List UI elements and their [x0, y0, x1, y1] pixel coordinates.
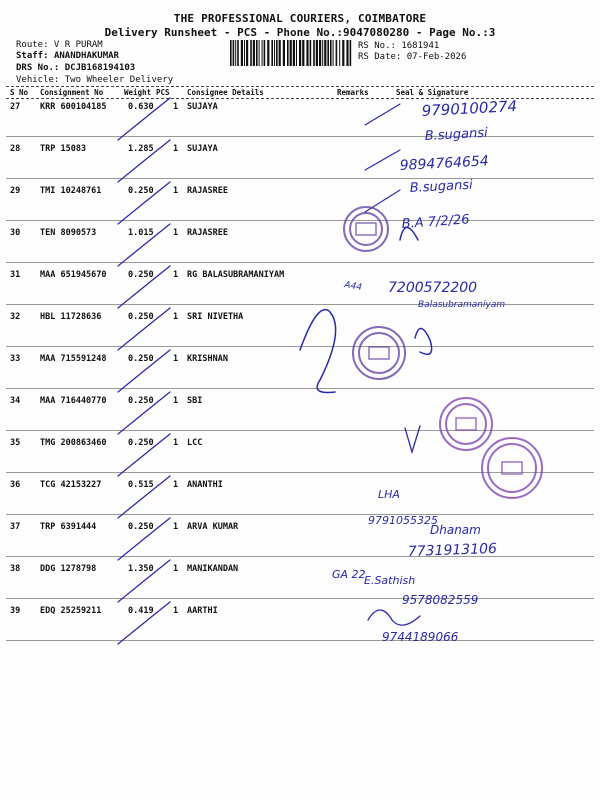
row-consignee: ANANTHI	[187, 480, 223, 490]
row-sno: 36	[10, 480, 21, 490]
row-sno: 35	[10, 438, 21, 448]
barcode-bar	[244, 40, 245, 66]
row-pcs: 1	[173, 354, 179, 364]
row-separator	[6, 430, 594, 431]
barcode-bar	[327, 40, 329, 66]
row-weight: 0.250	[128, 522, 154, 532]
row-consignment-no: TMI 10248761	[40, 186, 102, 196]
runsheet-subtitle: Delivery Runsheet - PCS - Phone No.:9047080280 - Page No.:3	[104, 26, 496, 39]
row-separator	[6, 514, 594, 515]
row-consignee: SUJAYA	[187, 144, 218, 154]
row-sno: 27	[10, 102, 21, 112]
row-consignment-no: TMG 200863460	[40, 438, 107, 448]
row-sno: 29	[10, 186, 21, 196]
barcode-bar	[259, 40, 260, 66]
handwritten-phone: 9744189066	[382, 630, 459, 644]
header-rule-top	[6, 86, 594, 87]
barcode-bar	[316, 40, 318, 66]
row-consignment-no: TEN 8090573	[40, 228, 97, 238]
barcode-bar	[262, 40, 263, 66]
row-separator	[6, 346, 594, 347]
barcode-bar	[267, 40, 269, 66]
row-sno: 38	[10, 564, 21, 574]
handwritten-note: A44	[343, 280, 363, 294]
row-separator	[6, 556, 594, 557]
table-row	[0, 438, 600, 480]
col-consignee: Consignee Details	[187, 88, 264, 97]
barcode-bar	[287, 40, 289, 66]
barcode-bar	[319, 40, 321, 66]
row-sno: 34	[10, 396, 21, 406]
staff-name: ANANDHAKUMAR	[53, 51, 119, 61]
barcode-bar	[274, 40, 275, 66]
row-pcs: 1	[173, 438, 179, 448]
table-row	[0, 564, 600, 606]
barcode-bar	[342, 40, 344, 66]
barcode	[229, 40, 355, 66]
vehicle-type: Vehicle: Two Wheeler Delivery	[16, 75, 174, 85]
route-label: Route: V R PURAM	[16, 40, 103, 50]
table-row	[0, 270, 600, 312]
barcode-bar	[339, 40, 340, 66]
handwritten-note: GA 22	[332, 568, 366, 581]
handwritten-phone: 9578082559	[402, 593, 479, 607]
rs-date: RS Date: 07-Feb-2026	[358, 52, 467, 62]
table-row	[0, 102, 600, 144]
barcode-bar	[233, 40, 235, 66]
barcode-bar	[313, 40, 315, 66]
handwritten-phone: 9790100274	[421, 97, 518, 120]
row-separator	[6, 304, 594, 305]
row-consignee: AARTHI	[187, 606, 218, 616]
row-weight: 0.250	[128, 354, 154, 364]
row-consignee: MANIKANDAN	[187, 564, 239, 574]
barcode-bar	[279, 40, 281, 66]
row-consignment-no: MAA 716440770	[40, 396, 107, 406]
row-sno: 31	[10, 270, 21, 280]
row-consignment-no: TCG 42153227	[40, 480, 102, 490]
barcode-bar	[293, 40, 295, 66]
barcode-bar	[264, 40, 266, 66]
barcode-bar	[290, 40, 292, 66]
barcode-bar	[333, 40, 334, 66]
row-pcs: 1	[173, 102, 179, 112]
row-consignment-no: KRR 600104185	[40, 102, 107, 112]
row-pcs: 1	[173, 480, 179, 490]
barcode-bar	[306, 40, 308, 66]
staff-label: Staff:	[16, 51, 54, 61]
row-weight: 0.515	[128, 480, 154, 490]
table-row	[0, 186, 600, 228]
row-weight: 0.250	[128, 396, 154, 406]
col-seal: Seal & Signature	[396, 88, 469, 97]
row-consignee: ARVA KUMAR	[187, 522, 239, 532]
barcode-bar	[324, 40, 326, 66]
row-separator	[6, 262, 594, 263]
barcode-bar	[336, 40, 338, 66]
barcode-bar	[310, 40, 312, 66]
row-consignment-no: TRP 15083	[40, 144, 87, 154]
row-sno: 37	[10, 522, 21, 532]
barcode-bar	[330, 40, 332, 66]
table-row	[0, 480, 600, 522]
handwritten-phone: 7731913106	[407, 540, 498, 560]
row-sno: 39	[10, 606, 21, 616]
row-weight: 0.419	[128, 606, 154, 616]
company-title: THE PROFESSIONAL COURIERS, COIMBATORE	[173, 12, 427, 25]
row-pcs: 1	[173, 396, 179, 406]
row-consignee: RAJASREE	[187, 186, 228, 196]
table-row	[0, 606, 600, 648]
row-weight: 0.250	[128, 270, 154, 280]
barcode-bar	[271, 40, 273, 66]
barcode-bar	[350, 40, 352, 66]
barcode-bar	[253, 40, 255, 66]
row-weight: 1.285	[128, 144, 154, 154]
row-consignee: SBI	[187, 396, 203, 406]
row-consignment-no: MAA 715591248	[40, 354, 107, 364]
barcode-bar	[299, 40, 301, 66]
row-separator	[6, 598, 594, 599]
row-weight: 0.250	[128, 438, 154, 448]
row-consignment-no: EDQ 25259211	[40, 606, 102, 616]
barcode-bar	[276, 40, 278, 66]
rs-number: RS No.: 1681941	[358, 41, 440, 51]
table-row	[0, 312, 600, 354]
row-pcs: 1	[173, 270, 179, 280]
barcode-bar	[283, 40, 285, 66]
handwritten-name: E.Sathish	[364, 574, 416, 587]
row-separator	[6, 178, 594, 179]
barcode-bar	[235, 40, 236, 66]
row-sno: 32	[10, 312, 21, 322]
drs-number: DRS No.: DCJB168194103	[16, 63, 136, 73]
barcode-bar	[237, 40, 239, 66]
row-separator	[6, 388, 594, 389]
barcode-bar	[230, 40, 232, 66]
barcode-bar	[346, 40, 348, 66]
row-pcs: 1	[173, 186, 179, 196]
handwritten-name: Dhanam	[430, 523, 481, 537]
row-sno: 28	[10, 144, 21, 154]
row-separator	[6, 640, 594, 641]
row-pcs: 1	[173, 228, 179, 238]
row-pcs: 1	[173, 312, 179, 322]
row-consignment-no: HBL 11728636	[40, 312, 102, 322]
row-consignee: SUJAYA	[187, 102, 218, 112]
barcode-bar	[302, 40, 304, 66]
barcode-bar	[296, 40, 297, 66]
row-weight: 1.350	[128, 564, 154, 574]
row-sno: 30	[10, 228, 21, 238]
table-row	[0, 144, 600, 186]
row-consignment-no: DDG 1278798	[40, 564, 97, 574]
col-sno: S No	[10, 88, 29, 97]
handwritten-name: Balasubramaniyam	[418, 300, 506, 310]
row-consignment-no: TRP 6391444	[40, 522, 97, 532]
barcode-bar	[256, 40, 258, 66]
row-separator	[6, 136, 594, 137]
barcode-bar	[250, 40, 252, 66]
handwritten-phone: 9894764654	[399, 153, 490, 174]
row-consignment-no: MAA 651945670	[40, 270, 107, 280]
row-weight: 0.250	[128, 312, 154, 322]
barcode-bar	[246, 40, 248, 66]
row-consignee: RG BALASUBRAMANIYAM	[187, 270, 285, 280]
header-rule-bottom	[6, 98, 594, 99]
rs-info	[358, 41, 466, 63]
row-weight: 1.015	[128, 228, 154, 238]
row-pcs: 1	[173, 144, 179, 154]
row-sno: 33	[10, 354, 21, 364]
col-remarks: Remarks	[337, 88, 369, 97]
table-row	[0, 228, 600, 270]
handwritten-phone: 9791055325	[368, 514, 438, 527]
table-row	[0, 522, 600, 564]
row-pcs: 1	[173, 606, 179, 616]
table-row	[0, 354, 600, 396]
row-consignee: RAJASREE	[187, 228, 228, 238]
barcode-bar	[322, 40, 323, 66]
handwritten-mark: LHA	[378, 488, 400, 501]
col-pcs: PCS	[156, 88, 170, 97]
handwritten-mark: B.A 7/2/26	[401, 212, 471, 232]
table-row	[0, 396, 600, 438]
row-weight: 0.630	[128, 102, 154, 112]
row-pcs: 1	[173, 564, 179, 574]
row-weight: 0.250	[128, 186, 154, 196]
col-weight: Weight	[124, 88, 152, 97]
staff-line	[16, 51, 119, 62]
handwritten-name: B.sugansi	[424, 125, 489, 144]
handwritten-phone: 7200572200	[388, 280, 478, 296]
row-pcs: 1	[173, 522, 179, 532]
row-consignee: KRISHNAN	[187, 354, 228, 364]
col-consignment: Consignment No	[40, 88, 104, 97]
handwritten-name: B.sugansi	[409, 177, 474, 196]
row-consignee: LCC	[187, 438, 203, 448]
row-consignee: SRI NIVETHA	[187, 312, 244, 322]
row-separator	[6, 220, 594, 221]
row-separator	[6, 472, 594, 473]
barcode-bar	[241, 40, 243, 66]
